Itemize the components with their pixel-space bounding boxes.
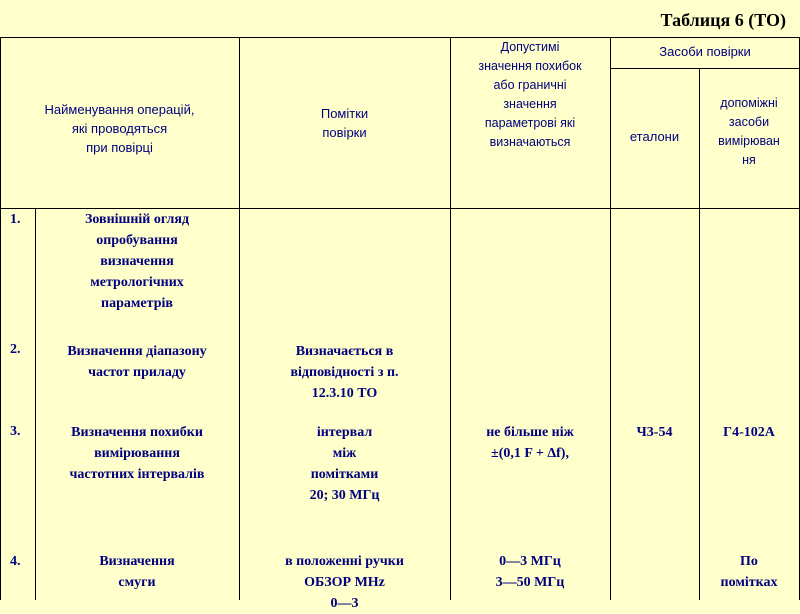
row-4-operation-text: Визначення смуги [99, 554, 175, 590]
header-verification-means-text: Засоби повірки [659, 44, 751, 59]
row-3-operation [35, 422, 239, 485]
row-4-tolerance-text: 0—3 МГц 3—50 МГц [495, 554, 565, 590]
row-4-number: 4. [10, 554, 21, 569]
header-auxiliary [699, 94, 799, 170]
row-3-tolerance-text: не більше ніж ±(0,1 F + Δf), [486, 425, 574, 461]
header-auxiliary-text: допоміжні засоби вимірюван ня [718, 96, 780, 167]
header-tolerance [450, 38, 610, 152]
row-4-notes-text: в положенні ручки ОБЗОР МНz 0—3 [285, 554, 404, 611]
header-operations [0, 100, 239, 157]
header-verification-means [610, 42, 800, 61]
row-1-operation [35, 209, 239, 314]
row-4-operation [35, 551, 239, 593]
row-2-number: 2. [10, 342, 21, 357]
row-3-notes [239, 422, 450, 506]
header-tolerance-text: Допустимі значення похибок або граничні значення параметрові які визначаються [478, 40, 582, 149]
row-4-tolerance [450, 551, 610, 593]
row-2-notes [239, 341, 450, 404]
row-3-standards-text: Ч3-54 [636, 425, 673, 440]
row-3-auxiliary [699, 422, 799, 443]
header-notes-text: Помітки повірки [320, 106, 369, 140]
row-1-number: 1. [10, 212, 21, 227]
row-3-standards [610, 422, 699, 443]
header-notes [239, 104, 450, 142]
row-4-auxiliary-text: По помітках [720, 554, 778, 590]
row-4-auxiliary [699, 551, 799, 593]
row-2-notes-text: Визначається в відповідності з п. 12.3.10 ТО [290, 344, 399, 401]
row-2-operation-text: Визначення діапазону частот приладу [67, 344, 207, 380]
table-caption: Таблиця 6 (ТО) [660, 10, 786, 30]
row-3-operation-text: Визначення похибки вимірювання частотних інтервалів [69, 425, 205, 482]
row-3-notes-text: інтервал між помітками 20; 30 МГц [309, 425, 380, 503]
row-3-auxiliary-text: Г4-102А [723, 425, 775, 440]
row-4-notes [239, 551, 450, 614]
row-1-operation-text: Зовнішній огляд опробування визначення метрологічних параметрів [84, 212, 190, 311]
row-3-number: 3. [10, 424, 21, 439]
row-2-operation [35, 341, 239, 383]
header-operations-text: Найменування операцій, які проводяться при повірці [44, 102, 195, 155]
header-standards [610, 127, 699, 146]
header-standards-text: еталони [629, 129, 680, 144]
row-3-tolerance [450, 422, 610, 464]
